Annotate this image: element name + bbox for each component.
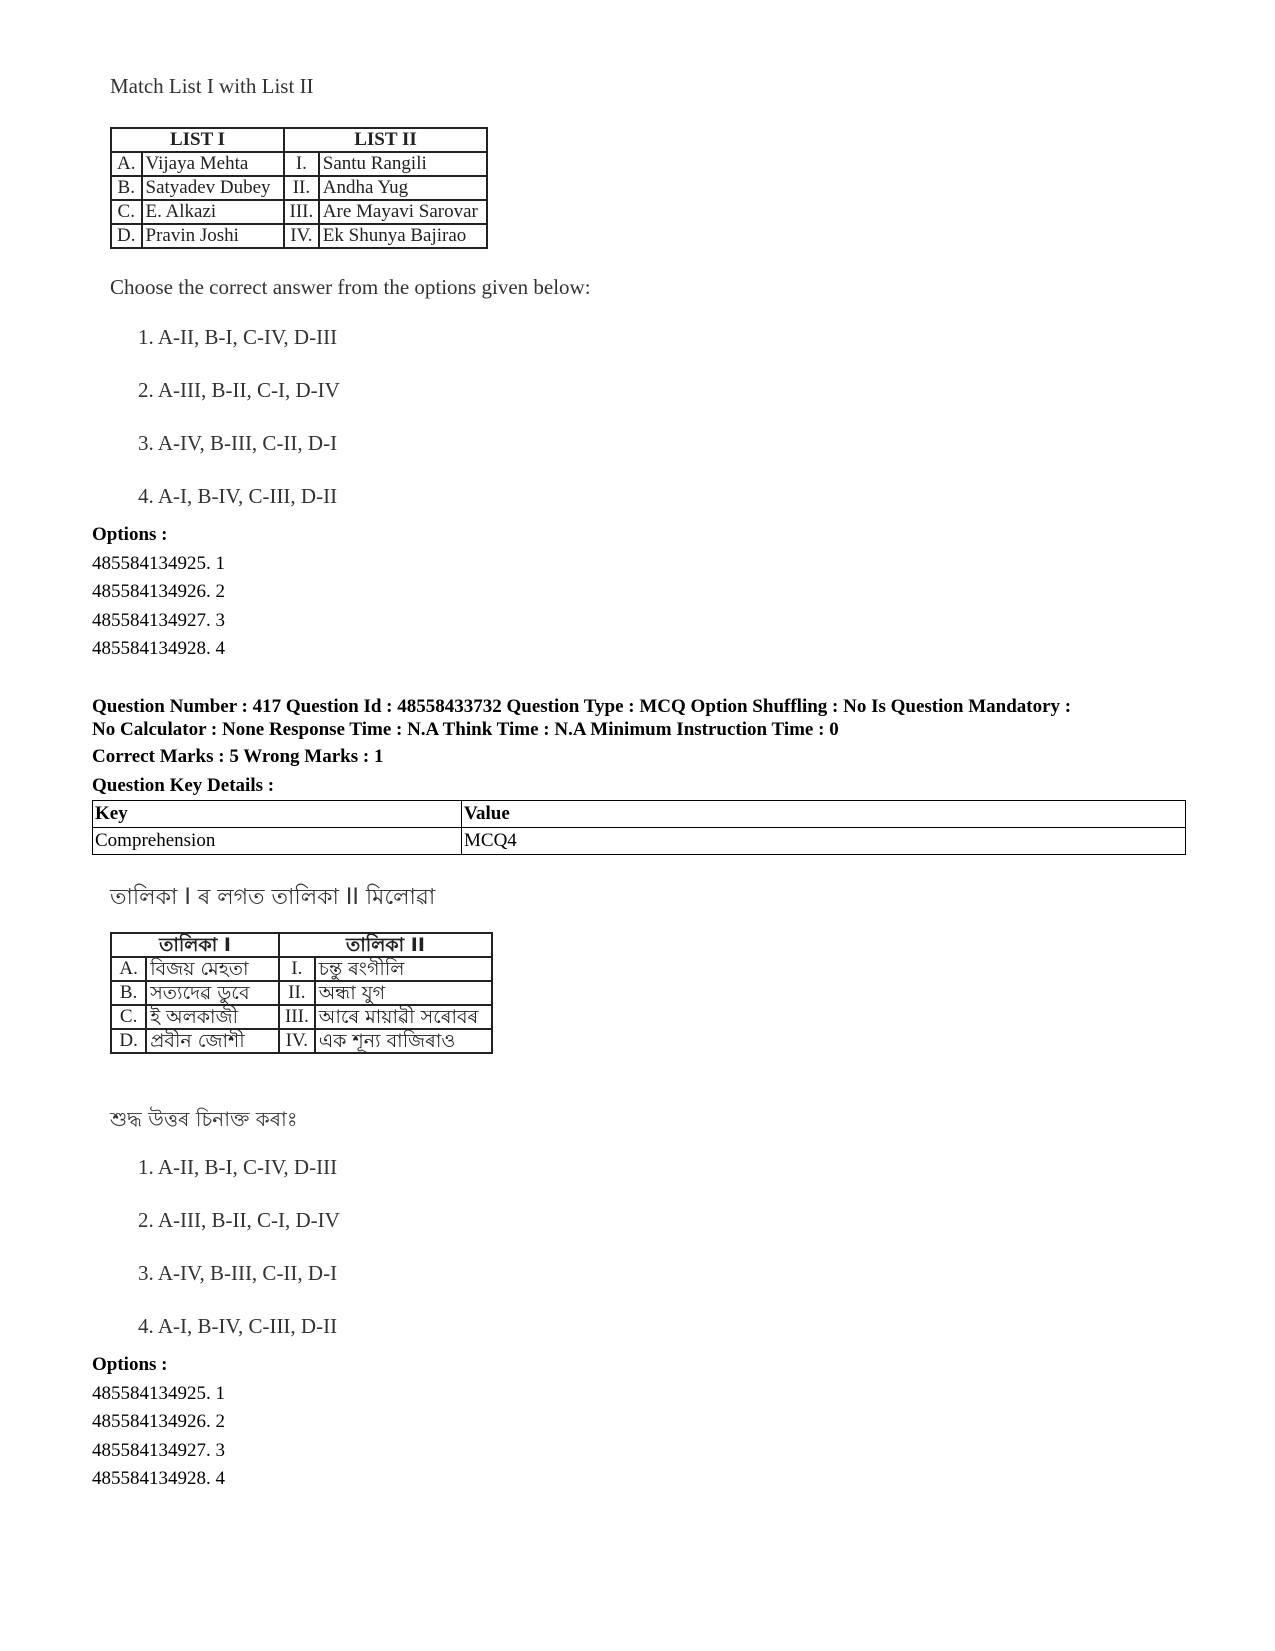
list-i-header: তালিকা I — [111, 933, 279, 957]
options-label: Options : — [92, 524, 168, 545]
choice-item: 2. A-III, B-II, C-I, D-IV — [138, 1208, 340, 1232]
list-i-item: প্ৰবীন জোশী — [146, 1029, 279, 1053]
option-item: 485584134926. 2 — [92, 581, 225, 602]
marks-text: Correct Marks : 5 Wrong Marks : 1 — [92, 746, 384, 767]
list-ii-item: অন্ধা যুগ — [315, 981, 492, 1005]
row-numeral: I. — [279, 957, 315, 981]
list-ii-item: Andha Yug — [319, 176, 487, 200]
question-image-title: Match List I with List II — [110, 74, 314, 98]
question-key-table — [92, 800, 1186, 855]
match-list-table-assamese — [110, 932, 493, 1054]
option-item: 485584134925. 1 — [92, 1382, 225, 1404]
row-numeral: IV. — [279, 1029, 315, 1053]
key-header: Key — [93, 801, 462, 828]
list-i-item: E. Alkazi — [142, 200, 285, 224]
row-letter: C. — [111, 1005, 146, 1029]
question-metadata — [92, 695, 1192, 741]
choice-item: 2. A-III, B-II, C-I, D-IV — [138, 378, 340, 402]
table-row — [111, 957, 492, 981]
option-item: 485584134927. 3 — [92, 1439, 225, 1461]
choice-item: 3. A-IV, B-III, C-II, D-I — [138, 431, 338, 455]
question-info-line-2: No Calculator : None Response Time : N.A Think Time : N.A Minimum Instruction Time : 0 — [92, 719, 839, 740]
list-ii-item: আৰে মায়াৱী সৰোবৰ — [315, 1005, 492, 1029]
row-letter: C. — [111, 200, 142, 224]
row-letter: D. — [111, 1029, 146, 1053]
option-item: 485584134928. 4 — [92, 638, 225, 659]
option-item: 485584134928. 4 — [92, 1468, 225, 1489]
list-ii-item: এক শূন্য বাজিৰাও — [315, 1029, 492, 1053]
list-i-item: Vijaya Mehta — [142, 152, 285, 176]
list-i-header: LIST I — [111, 128, 284, 152]
table-row — [111, 152, 487, 176]
list-i-item: বিজয় মেহতা — [146, 957, 279, 981]
table-row — [111, 981, 492, 1005]
row-numeral: II. — [279, 981, 315, 1005]
key-cell: Comprehension — [93, 828, 462, 855]
list-ii-item: চন্তু ৰংগীলি — [315, 957, 492, 981]
list-i-item: ই অলকাজী — [146, 1005, 279, 1029]
options-block — [92, 521, 1192, 664]
row-letter: D. — [111, 224, 142, 248]
answer-choices — [138, 1155, 340, 1367]
list-ii-header: তালিকা II — [279, 933, 492, 957]
table-header-row — [111, 128, 487, 152]
key-table-header — [93, 801, 1186, 828]
table-row — [93, 828, 1186, 855]
list-ii-item: Ek Shunya Bajirao — [319, 224, 487, 248]
row-numeral: III. — [279, 1005, 315, 1029]
question-info-line-1: Question Number : 417 Question Id : 48558433732 Question Type : MCQ Option Shuffling : No Is Question Mandatory : — [92, 696, 1072, 717]
option-item: 485584134925. 1 — [92, 552, 225, 574]
answer-choices — [138, 325, 340, 537]
question-image-title-assamese: তালিকা I ৰ লগত তালিকা II মিলোৱা — [110, 885, 436, 910]
list-ii-header: LIST II — [284, 128, 487, 152]
choice-item: 3. A-IV, B-III, C-II, D-I — [138, 1261, 338, 1285]
option-item: 485584134926. 2 — [92, 1411, 225, 1432]
list-i-item: Pravin Joshi — [142, 224, 285, 248]
value-cell: MCQ4 — [462, 828, 1186, 855]
table-row — [111, 200, 487, 224]
row-letter: A. — [111, 152, 142, 176]
row-letter: B. — [111, 176, 142, 200]
list-ii-item: Are Mayavi Sarovar — [319, 200, 487, 224]
table-row — [111, 1029, 492, 1053]
key-details-label: Question Key Details : — [92, 774, 275, 796]
value-header: Value — [462, 801, 1186, 828]
match-list-table — [110, 127, 488, 249]
list-i-item: Satyadev Dubey — [142, 176, 285, 200]
row-numeral: IV. — [284, 224, 319, 248]
table-row — [111, 224, 487, 248]
marks-block — [92, 743, 1192, 800]
row-numeral: I. — [284, 152, 319, 176]
table-row — [111, 1005, 492, 1029]
row-numeral: III. — [284, 200, 319, 224]
list-ii-item: Santu Rangili — [319, 152, 487, 176]
table-header-row — [111, 933, 492, 957]
table-row — [111, 176, 487, 200]
choice-item: 4. A-I, B-IV, C-III, D-II — [138, 484, 338, 508]
option-item: 485584134927. 3 — [92, 609, 225, 631]
list-i-item: সত্যদেৱ ডুবে — [146, 981, 279, 1005]
options-label: Options : — [92, 1354, 168, 1375]
instruction-text: Choose the correct answer from the options given below: — [110, 275, 591, 299]
row-letter: A. — [111, 957, 146, 981]
choice-item: 1. A-II, B-I, C-IV, D-III — [138, 1155, 338, 1179]
options-block — [92, 1351, 1192, 1494]
row-letter: B. — [111, 981, 146, 1005]
instruction-text-assamese: শুদ্ধ উত্তৰ চিনাক্ত কৰাঃ — [110, 1107, 298, 1131]
row-numeral: II. — [284, 176, 319, 200]
choice-item: 4. A-I, B-IV, C-III, D-II — [138, 1314, 338, 1338]
choice-item: 1. A-II, B-I, C-IV, D-III — [138, 325, 338, 349]
